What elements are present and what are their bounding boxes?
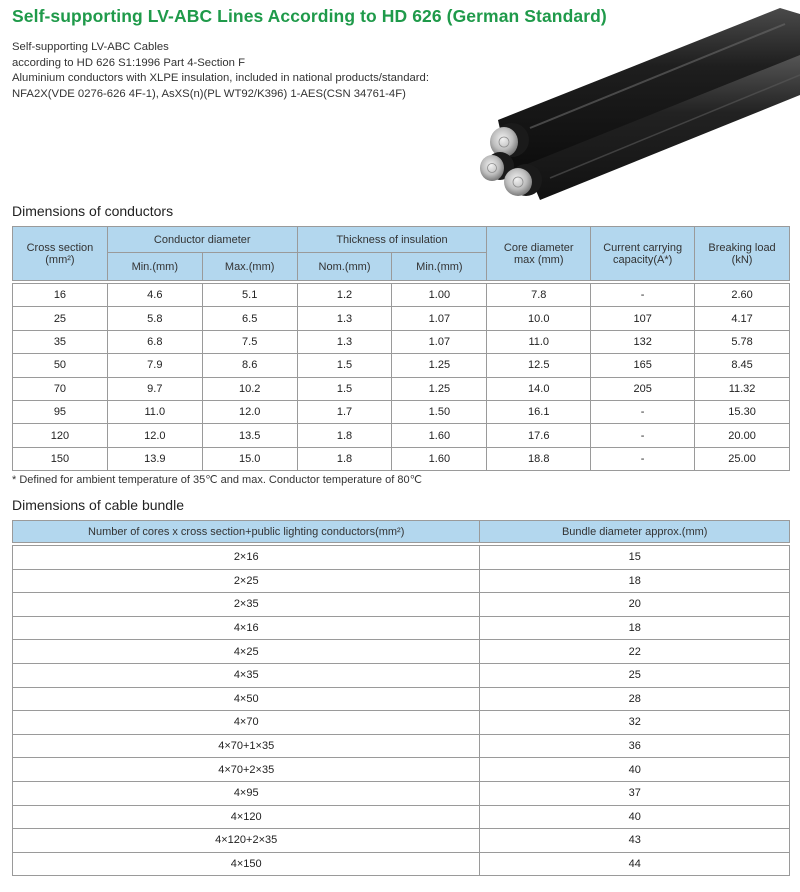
table-cell: 1.5 [297, 354, 392, 377]
header-cross-section: Cross section (mm²) [13, 227, 108, 281]
table-cell: - [591, 447, 695, 470]
table-cell: 7.5 [202, 330, 297, 353]
table-cell: 16 [13, 284, 108, 307]
table-cell: 1.8 [297, 447, 392, 470]
table-cell: 18 [480, 616, 790, 640]
table-row [13, 640, 790, 664]
header-core-diameter: Core diameter max (mm) [487, 227, 591, 281]
table-row [13, 805, 790, 829]
footnote: * Defined for ambient temperature of 35℃ and max. Conductor temperature of 80℃ [12, 474, 422, 486]
table-cell: 2×35 [13, 593, 480, 617]
table-cell: 6.5 [202, 307, 297, 330]
table-cell: 1.5 [297, 377, 392, 400]
table-cell: 40 [480, 805, 790, 829]
table-cell: 12.5 [487, 354, 591, 377]
table-cell: 4×70+1×35 [13, 734, 480, 758]
table-row [13, 354, 790, 377]
table-row [13, 546, 790, 570]
table-cell: 4×150 [13, 852, 480, 876]
table-row [13, 734, 790, 758]
table-cell: 1.3 [297, 307, 392, 330]
table-cell: 7.9 [107, 354, 202, 377]
table-row [13, 829, 790, 853]
table-cell: 28 [480, 687, 790, 711]
table-cell: 18.8 [487, 447, 591, 470]
table-row [13, 377, 790, 400]
table-cell: 10.2 [202, 377, 297, 400]
table-cell: 8.6 [202, 354, 297, 377]
table-row [13, 593, 790, 617]
table-cell: 10.0 [487, 307, 591, 330]
page-title: Self-supporting LV-ABC Lines According to HD 626 (German Standard) [12, 6, 607, 26]
bundle-table [12, 520, 790, 876]
table-row [13, 758, 790, 782]
table-cell: 107 [591, 307, 695, 330]
intro-line: NFA2X(VDE 0276-626 4F-1), AsXS(n)(PL WT92/K396) 1-AES(CSN 34761-4F) [12, 87, 406, 100]
table-cell: 1.60 [392, 447, 487, 470]
table-cell: 35 [13, 330, 108, 353]
table-cell: 4×70+2×35 [13, 758, 480, 782]
intro-line: Self-supporting LV-ABC Cables [12, 41, 169, 53]
table-row [13, 616, 790, 640]
table-row [13, 687, 790, 711]
table-cell: 4×25 [13, 640, 480, 664]
header-min: Min.(mm) [107, 253, 202, 281]
table-cell: 6.8 [107, 330, 202, 353]
table-row [13, 852, 790, 876]
table-cell: 9.7 [107, 377, 202, 400]
table-cell: 2.60 [695, 284, 790, 307]
table-cell: 132 [591, 330, 695, 353]
header-current-capacity: Current carrying capacity(A*) [591, 227, 695, 281]
table-cell: 15.30 [695, 400, 790, 423]
table-cell: 1.2 [297, 284, 392, 307]
table-cell: 4×50 [13, 687, 480, 711]
table-cell: 4×16 [13, 616, 480, 640]
table-cell: 4.17 [695, 307, 790, 330]
table-cell: 120 [13, 424, 108, 447]
table-row [13, 284, 790, 307]
table-cell: 1.60 [392, 424, 487, 447]
table-cell: 44 [480, 852, 790, 876]
table-cell: 13.5 [202, 424, 297, 447]
table-cell: 17.6 [487, 424, 591, 447]
header-breaking-load: Breaking load (kN) [695, 227, 790, 281]
table-cell: 1.7 [297, 400, 392, 423]
table-cell: 16.1 [487, 400, 591, 423]
table-cell: 8.45 [695, 354, 790, 377]
table-cell: 150 [13, 447, 108, 470]
table-cell: 25 [13, 307, 108, 330]
table-cell: 1.3 [297, 330, 392, 353]
table-cell: 4×95 [13, 781, 480, 805]
table-cell: 4×120 [13, 805, 480, 829]
bundle-section-title: Dimensions of cable bundle [12, 497, 184, 513]
table-cell: 4×70 [13, 711, 480, 735]
table-cell: 70 [13, 377, 108, 400]
table-cell: 2×16 [13, 546, 480, 570]
header-conductor-diameter: Conductor diameter [107, 227, 297, 253]
table-cell: 1.50 [392, 400, 487, 423]
table-row [13, 663, 790, 687]
table-cell: 4.6 [107, 284, 202, 307]
table-cell: 1.25 [392, 354, 487, 377]
intro-text [12, 40, 482, 102]
table-cell: 11.32 [695, 377, 790, 400]
table-row [13, 447, 790, 470]
table-cell: 205 [591, 377, 695, 400]
intro-line: Aluminium conductors with XLPE insulation, included in national products/standard: [12, 72, 429, 84]
table-cell: 18 [480, 569, 790, 593]
table-row [13, 330, 790, 353]
table-cell: 15.0 [202, 447, 297, 470]
table-cell: 1.00 [392, 284, 487, 307]
table-cell: 5.78 [695, 330, 790, 353]
table-cell: 5.8 [107, 307, 202, 330]
header-thickness-insulation: Thickness of insulation [297, 227, 487, 253]
table-cell: 165 [591, 354, 695, 377]
table-row [13, 781, 790, 805]
table-cell: 20.00 [695, 424, 790, 447]
table-cell: 32 [480, 711, 790, 735]
table-row [13, 711, 790, 735]
header-min: Min.(mm) [392, 253, 487, 281]
table-cell: 15 [480, 546, 790, 570]
table-cell: 4×120+2×35 [13, 829, 480, 853]
table-row [13, 400, 790, 423]
header-nom: Nom.(mm) [297, 253, 392, 281]
table-cell: 11.0 [487, 330, 591, 353]
table-cell: 40 [480, 758, 790, 782]
table-cell: 50 [13, 354, 108, 377]
table-cell: 14.0 [487, 377, 591, 400]
table-cell: 1.07 [392, 307, 487, 330]
table-cell: 5.1 [202, 284, 297, 307]
table-row [13, 307, 790, 330]
table-cell: 2×25 [13, 569, 480, 593]
conductors-section-title: Dimensions of conductors [12, 203, 174, 219]
table-cell: 20 [480, 593, 790, 617]
header-bundle-diameter: Bundle diameter approx.(mm) [480, 521, 790, 543]
table-cell: 37 [480, 781, 790, 805]
table-cell: 7.8 [487, 284, 591, 307]
table-cell: 11.0 [107, 400, 202, 423]
table-cell: 22 [480, 640, 790, 664]
table-cell: 43 [480, 829, 790, 853]
conductors-table [12, 226, 790, 471]
table-cell: 1.8 [297, 424, 392, 447]
table-cell: 36 [480, 734, 790, 758]
table-cell: 4×35 [13, 663, 480, 687]
table-cell: - [591, 400, 695, 423]
header-cores: Number of cores x cross section+public lighting conductors(mm²) [13, 521, 480, 543]
table-row [13, 569, 790, 593]
table-cell: 13.9 [107, 447, 202, 470]
cable-photo [470, 0, 800, 205]
table-cell: 1.07 [392, 330, 487, 353]
header-max: Max.(mm) [202, 253, 297, 281]
table-cell: 1.25 [392, 377, 487, 400]
table-cell: 25 [480, 663, 790, 687]
table-cell: 25.00 [695, 447, 790, 470]
table-cell: - [591, 284, 695, 307]
table-cell: 12.0 [202, 400, 297, 423]
table-cell: 95 [13, 400, 108, 423]
table-cell: - [591, 424, 695, 447]
table-row [13, 424, 790, 447]
intro-line: according to HD 626 S1:1996 Part 4-Section F [12, 56, 245, 69]
table-cell: 12.0 [107, 424, 202, 447]
